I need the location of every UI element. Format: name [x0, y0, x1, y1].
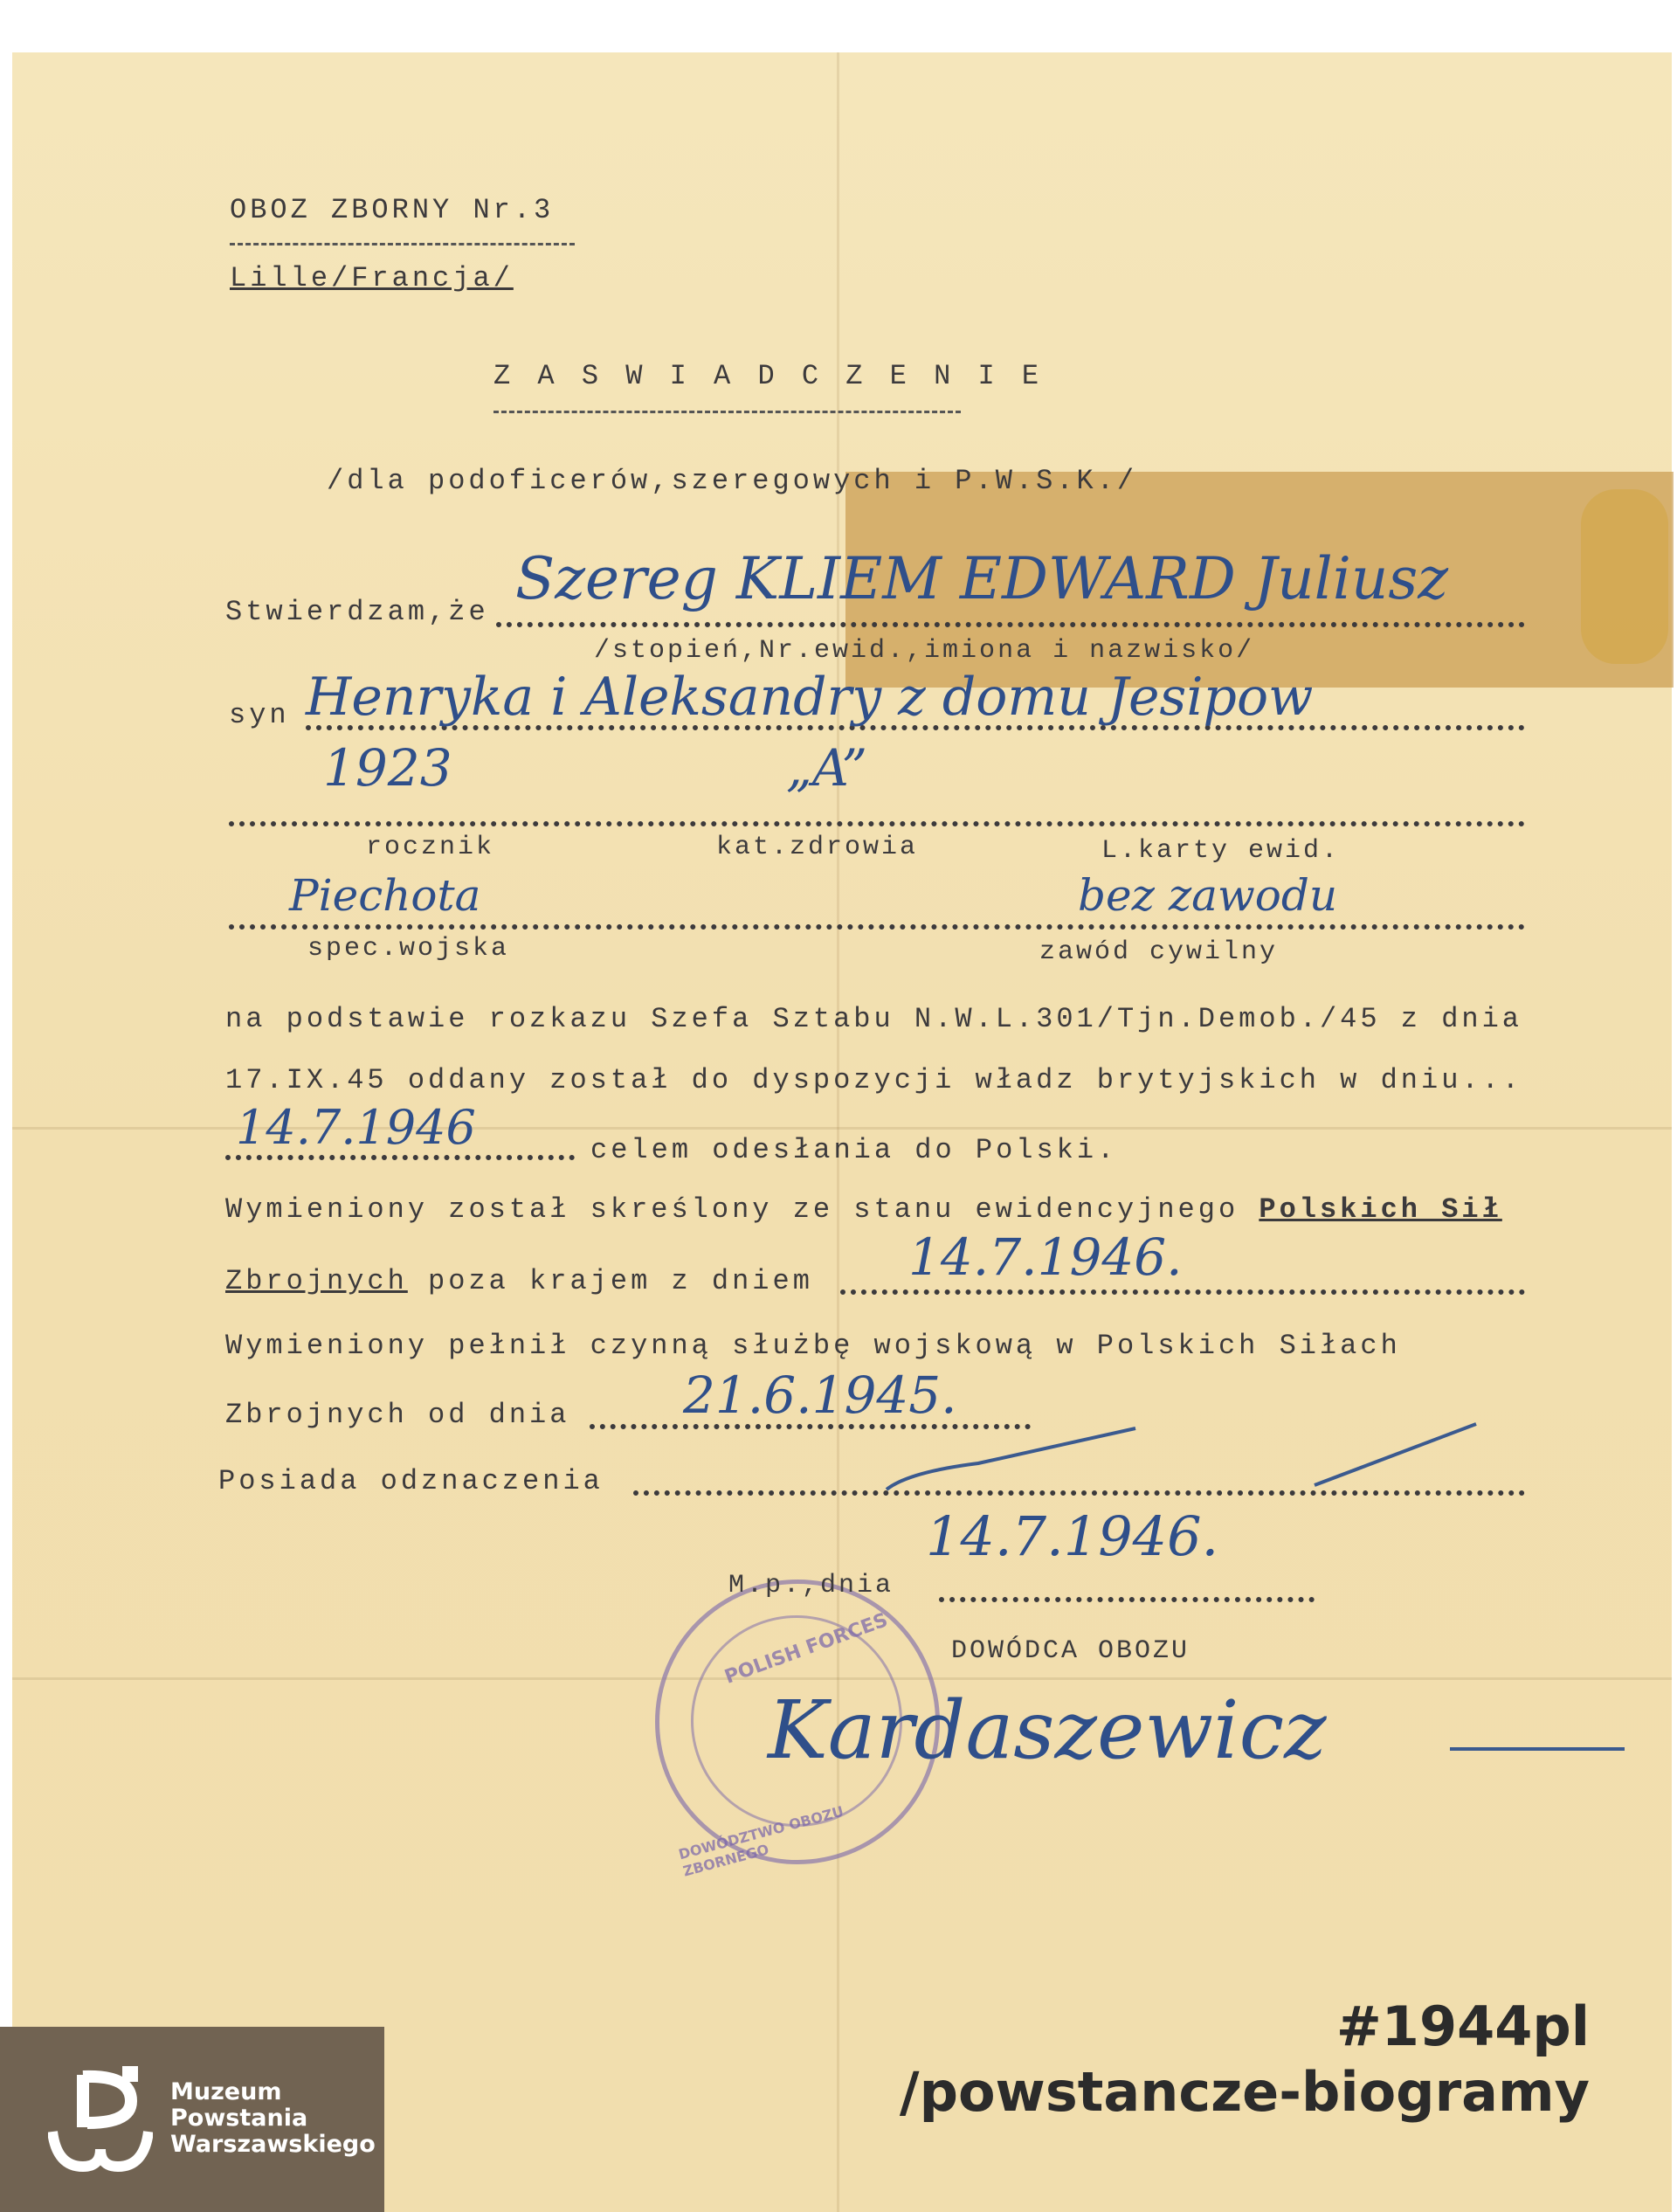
- card-caption: L.karty ewid.: [1101, 836, 1341, 866]
- certify-label: Stwierdzam,że: [225, 596, 489, 628]
- handwritten-transfer-date: 14.7.1946: [236, 1100, 476, 1155]
- body-line-4: [225, 1193, 1502, 1227]
- kotwica-logo-icon: [48, 2066, 153, 2175]
- place-date-label: M.p.,dnia: [728, 1571, 894, 1600]
- rank-name-caption: /stopień,Nr.ewid.,imiona i nazwisko/: [594, 636, 1255, 666]
- body-line-6: Wymieniony pełnił czynną służbę wojskową w Polskich Siłach: [225, 1330, 1401, 1362]
- commander-signature: Kardaszewicz: [768, 1683, 1327, 1777]
- body-line-2: 17.IX.45 oddany został do dyspozycji władz brytyjskich w dniu...: [225, 1064, 1522, 1096]
- son-label: syn: [229, 699, 290, 731]
- health-caption: kat.zdrowia: [716, 833, 919, 862]
- handwritten-removal-date: 14.7.1946.: [908, 1227, 1183, 1287]
- signature-stroke: [1450, 1747, 1625, 1751]
- handwritten-birth-year: 1923: [323, 738, 452, 798]
- handwritten-service-start-date: 21.6.1945.: [683, 1365, 957, 1425]
- camp-name: OBOZ ZBORNY Nr.3: [230, 194, 555, 226]
- handwritten-strike-marks: [873, 1411, 1537, 1507]
- text: Muzeum: [170, 2078, 282, 2105]
- birth-year-caption: rocznik: [366, 833, 495, 862]
- dotted-line: [496, 622, 1525, 627]
- profession-caption: zawód cywilny: [1039, 937, 1279, 967]
- handwritten-rank-name: Szereg KLIEM EDWARD Juliusz: [515, 545, 1449, 612]
- body-line-1: na podstawie rozkazu Szefa Sztabu N.W.L.301/Tjn.Demob./45 z dnia: [225, 1003, 1522, 1035]
- body-line-7: Zbrojnych od dnia: [225, 1399, 570, 1431]
- handwritten-parents: Henryka i Aleksandry z domu Jesipow: [306, 667, 1314, 728]
- body-line-3: celem odesłania do Polski.: [590, 1134, 1118, 1166]
- divider: [230, 243, 575, 245]
- museum-logo: [0, 2027, 384, 2212]
- text: Warszawskiego: [170, 2131, 376, 2158]
- text: Powstania: [170, 2105, 308, 2132]
- hashtag: #1944pl: [1335, 1994, 1590, 2058]
- dotted-line: [939, 1597, 1315, 1602]
- text: Polskich Sił: [1259, 1193, 1502, 1226]
- stamp-text: POLISH FORCES: [721, 1609, 891, 1689]
- dotted-line: [225, 1155, 575, 1160]
- document-subtitle: /dla podoficerów,szeregowych i P.W.S.K./: [327, 465, 1138, 497]
- specialty-caption: spec.wojska: [307, 934, 510, 964]
- tape-stain: [1581, 489, 1668, 664]
- camp-location: Lille/Francja/: [230, 262, 514, 294]
- handwritten-specialty: Piechota: [289, 870, 481, 921]
- stamp-text: DOWÓDZTWO OBOZU ZBORNEGO: [676, 1802, 845, 1880]
- dotted-line: [229, 821, 1525, 826]
- biography-path: /powstancze-biogramy: [899, 2060, 1590, 2124]
- text: Zbrojnych: [225, 1265, 408, 1297]
- handwritten-profession: bez zawodu: [1078, 870, 1338, 921]
- divider: [493, 411, 961, 413]
- commander-label: DOWÓDCA OBOZU: [951, 1636, 1190, 1666]
- body-line-5: [225, 1265, 813, 1298]
- body-line-8: Posiada odznaczenia: [218, 1465, 604, 1497]
- text: poza krajem z dniem: [428, 1265, 813, 1297]
- document-title: Z A S W I A D C Z E N I E: [493, 360, 1045, 392]
- museum-name: [170, 2079, 376, 2158]
- handwritten-issue-date: 14.7.1946.: [926, 1504, 1219, 1568]
- handwritten-health-category: „A”: [786, 738, 868, 798]
- text: Wymieniony został skreślony ze stanu ewidencyjnego: [225, 1193, 1239, 1226]
- dotted-line: [229, 924, 1525, 930]
- dotted-line: [840, 1289, 1525, 1295]
